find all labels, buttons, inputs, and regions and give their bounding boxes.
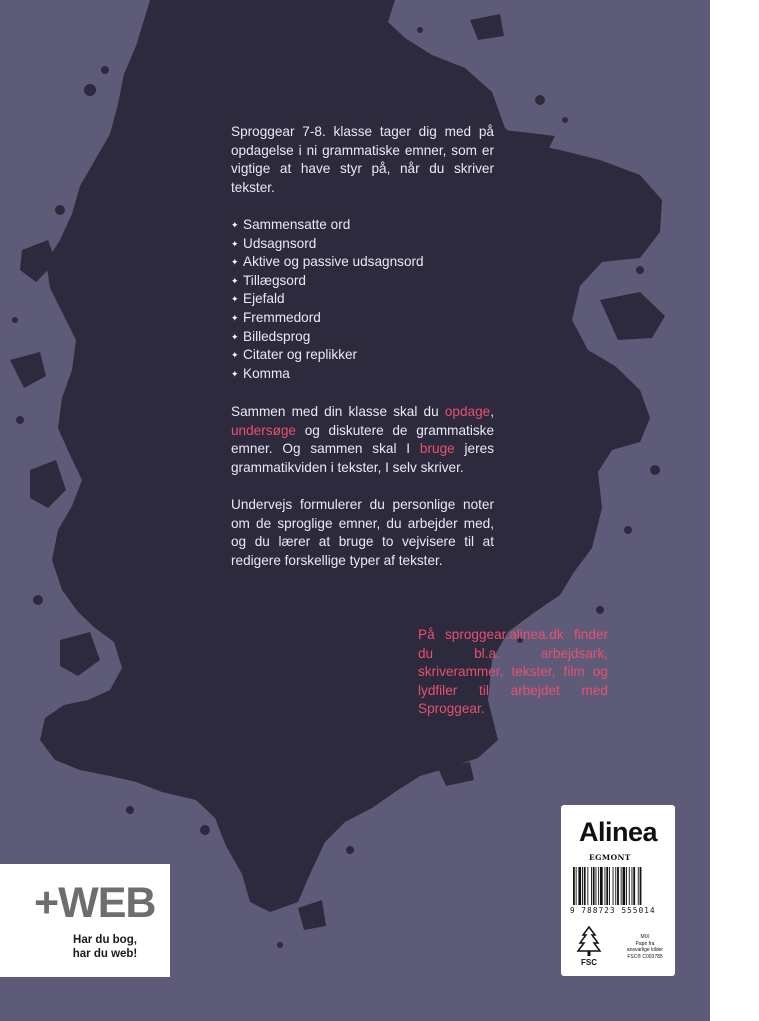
collaboration-paragraph: Sammen med din klasse skal du opdage, undersøge og diskutere de grammatiske emner. Og sammen skal I bruge jeres grammatikviden i tekster, I selv skriver. <box>231 404 494 475</box>
barcode-bar <box>640 867 642 905</box>
barcode-bar <box>615 867 616 905</box>
barcode-bar <box>573 867 575 905</box>
web-badge <box>0 864 170 977</box>
website-note: På sproggear.alinea.dk finder du bl.a. arbejdsark, skriverammer, tekster, film og lydfiler til arbejdet med Sproggear. <box>418 627 608 717</box>
barcode-bar <box>593 867 595 905</box>
intro-paragraph: Sproggear 7-8. klasse tager dig med på opdagelse i ni grammatiske emner, som er vigtige at have styr på, når du skriver tekster. <box>231 124 494 195</box>
web-logo: +WEB <box>34 879 156 927</box>
barcode-bar <box>617 867 619 905</box>
bullet-icon: ✦ <box>231 238 239 249</box>
barcode-bar <box>576 867 577 905</box>
barcode-graphic <box>573 867 663 905</box>
list-item: ✦ Udsagnsord <box>231 235 494 254</box>
bullet-icon: ✦ <box>231 294 239 305</box>
barcode-bar <box>629 867 630 905</box>
barcode-bar <box>578 867 581 905</box>
list-item: ✦ Citater og replikker <box>231 346 494 365</box>
barcode-bar <box>584 867 586 905</box>
barcode-bar <box>606 867 608 905</box>
website-link[interactable]: sproggear.alinea.dk <box>444 627 564 642</box>
egmont-logo: EGMONT <box>589 853 631 862</box>
barcode-bar <box>605 867 606 905</box>
publisher-box <box>561 805 675 976</box>
barcode-bar <box>613 867 614 905</box>
topics-block <box>231 216 494 383</box>
bullet-icon: ✦ <box>231 312 239 323</box>
barcode-bar <box>632 867 633 905</box>
list-item: ✦ Fremmedord <box>231 309 494 328</box>
bullet-icon: ✦ <box>231 220 239 230</box>
list-item: ✦ Tillægsord <box>231 272 494 291</box>
barcode-bar <box>621 867 622 905</box>
intro-block <box>231 123 494 197</box>
list-item: ✦ Komma <box>231 365 494 384</box>
highlight-investigate: undersøge <box>231 422 296 438</box>
bullet-icon: ✦ <box>231 257 239 268</box>
barcode-bar <box>591 867 592 905</box>
list-item: ✦ Ejefald <box>231 290 494 309</box>
fsc-tree-icon <box>573 925 605 967</box>
fsc-certification-text: MIX Papir fra ansvarlige kilder FSC® C003785 <box>626 934 664 960</box>
highlight-use: bruge <box>419 441 455 457</box>
bullet-icon: ✦ <box>231 368 239 379</box>
web-slogan: Har du bog, har du web! <box>72 934 138 960</box>
list-item: ✦ Billedsprog <box>231 328 494 347</box>
notes-paragraph: Undervejs formulerer du personlige noter om de sproglige emner, du arbejder med, og du lærer at bruge to vejvisere til at redigere forskellige typer af tekster. <box>231 497 494 568</box>
isbn-number: 9 788723 555014 <box>570 906 656 915</box>
bullet-icon: ✦ <box>231 350 239 361</box>
barcode-bar <box>623 867 626 905</box>
topic-list <box>231 216 494 383</box>
collaboration-block <box>231 403 494 477</box>
barcode-bar <box>582 867 583 905</box>
notes-block <box>231 496 494 570</box>
barcode-bar <box>633 867 635 905</box>
barcode-bar <box>638 867 639 905</box>
barcode-bar <box>596 867 597 905</box>
bullet-icon: ✦ <box>231 275 239 286</box>
list-item: ✦ Sammensatte ord <box>231 216 494 235</box>
fsc-label: FSC <box>581 958 597 967</box>
list-item: ✦ Aktive og passive udsagnsord <box>231 253 494 272</box>
barcode-bar <box>600 867 603 905</box>
highlight-discover: opdage <box>444 404 491 419</box>
barcode-bar <box>609 867 610 905</box>
page-margin <box>710 0 759 1021</box>
bullet-icon: ✦ <box>231 331 239 342</box>
barcode-bar <box>598 867 599 905</box>
barcode-bar <box>626 867 627 905</box>
alinea-logo: Alinea <box>579 817 658 847</box>
barcode-bar <box>587 867 588 905</box>
